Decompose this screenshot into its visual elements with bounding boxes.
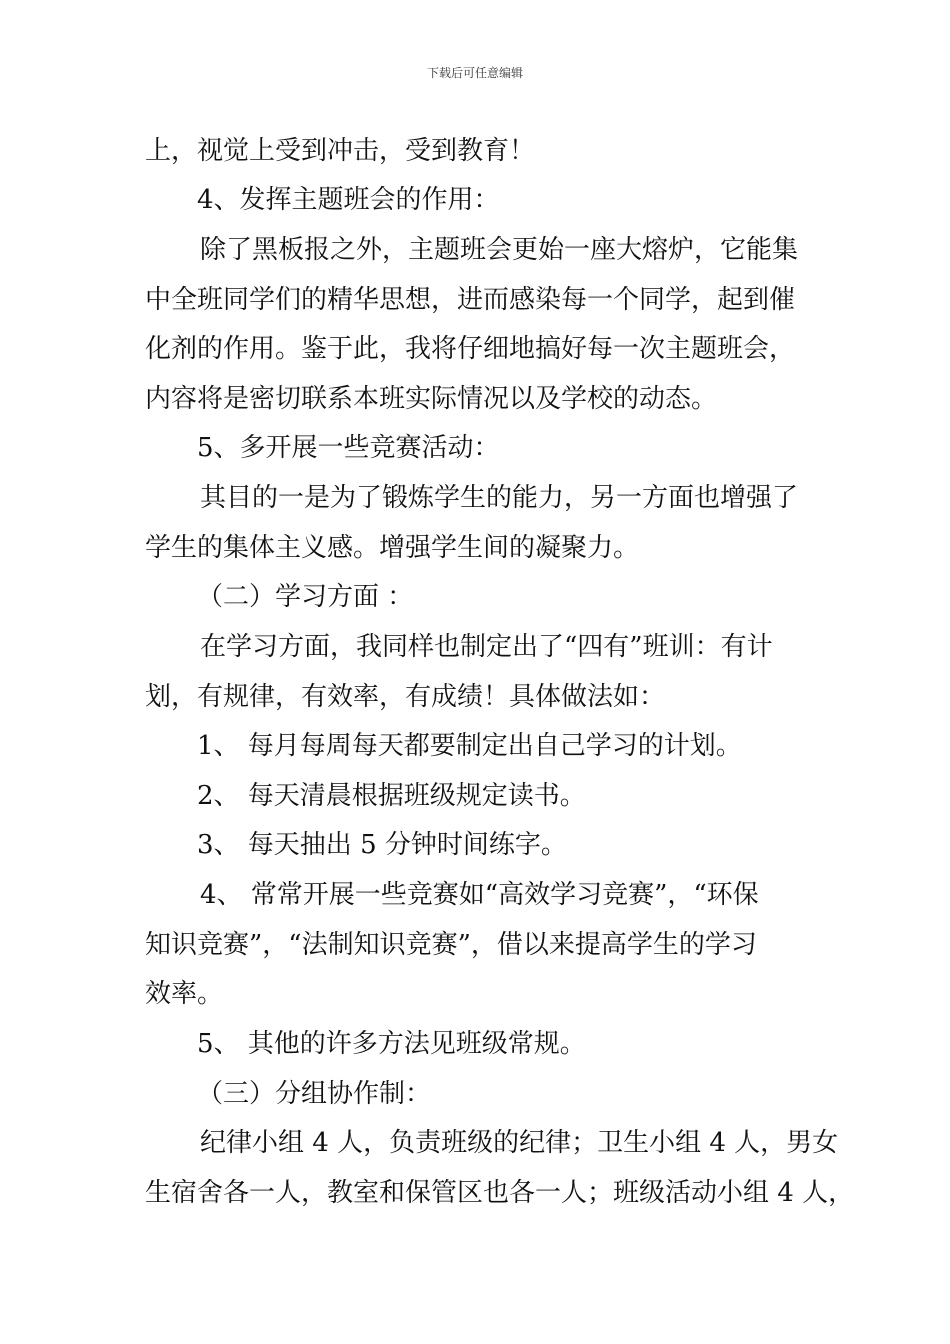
text-line: 除了黑板报之外，主题班会更始一座大熔炉，它能集: [200, 235, 799, 265]
section-heading: （三）分组协作制：: [197, 1079, 432, 1109]
list-item: 5、 其他的许多方法见班级常规。: [197, 1029, 586, 1059]
text-line: 知识竞赛”，“法制知识竞赛”，借以来提高学生的学习: [145, 930, 757, 960]
text-line: 纪律小组 4 人，负责班级的纪律；卫生小组 4 人，男女: [200, 1128, 839, 1158]
text-line: 生宿舍各一人，教室和保管区也各一人；班级活动小组 4 人，: [145, 1178, 855, 1208]
list-item: 3、 每天抽出 5 分钟时间练字。: [197, 830, 567, 860]
text-line: 在学习方面，我同样也制定出了“四有”班训：有计: [200, 632, 773, 662]
text-line: 上，视觉上受到冲击，受到教育！: [145, 136, 536, 166]
text-line: 5、多开展一些竞赛活动：: [197, 433, 500, 463]
text-line: 学生的集体主义感。增强学生间的凝聚力。: [145, 533, 640, 563]
text-line: 划，有规律，有效率，有成绩！具体做法如：: [145, 682, 666, 712]
list-item: 4、 常常开展一些竞赛如“高效学习竞赛”，“环保: [200, 880, 759, 910]
text-line: 效率。: [145, 979, 224, 1009]
text-line: 化剂的作用。鉴于此，我将仔细地搞好每一次主题班会，: [145, 334, 796, 364]
text-line: 内容将是密切联系本班实际情况以及学校的动态。: [145, 384, 718, 414]
list-item: 2、 每天清晨根据班级规定读书。: [197, 781, 586, 811]
page-header: 下载后可任意编辑: [426, 66, 523, 80]
text-line: 其目的一是为了锻炼学生的能力，另一方面也增强了: [200, 483, 799, 513]
text-line: 中全班同学们的精华思想，进而感染每一个同学，起到催: [145, 285, 796, 315]
list-item: 1、 每月每周每天都要制定出自己学习的计划。: [197, 731, 742, 761]
section-heading: （二）学习方面 ：: [197, 582, 414, 612]
text-line: 4、发挥主题班会的作用：: [197, 185, 500, 215]
